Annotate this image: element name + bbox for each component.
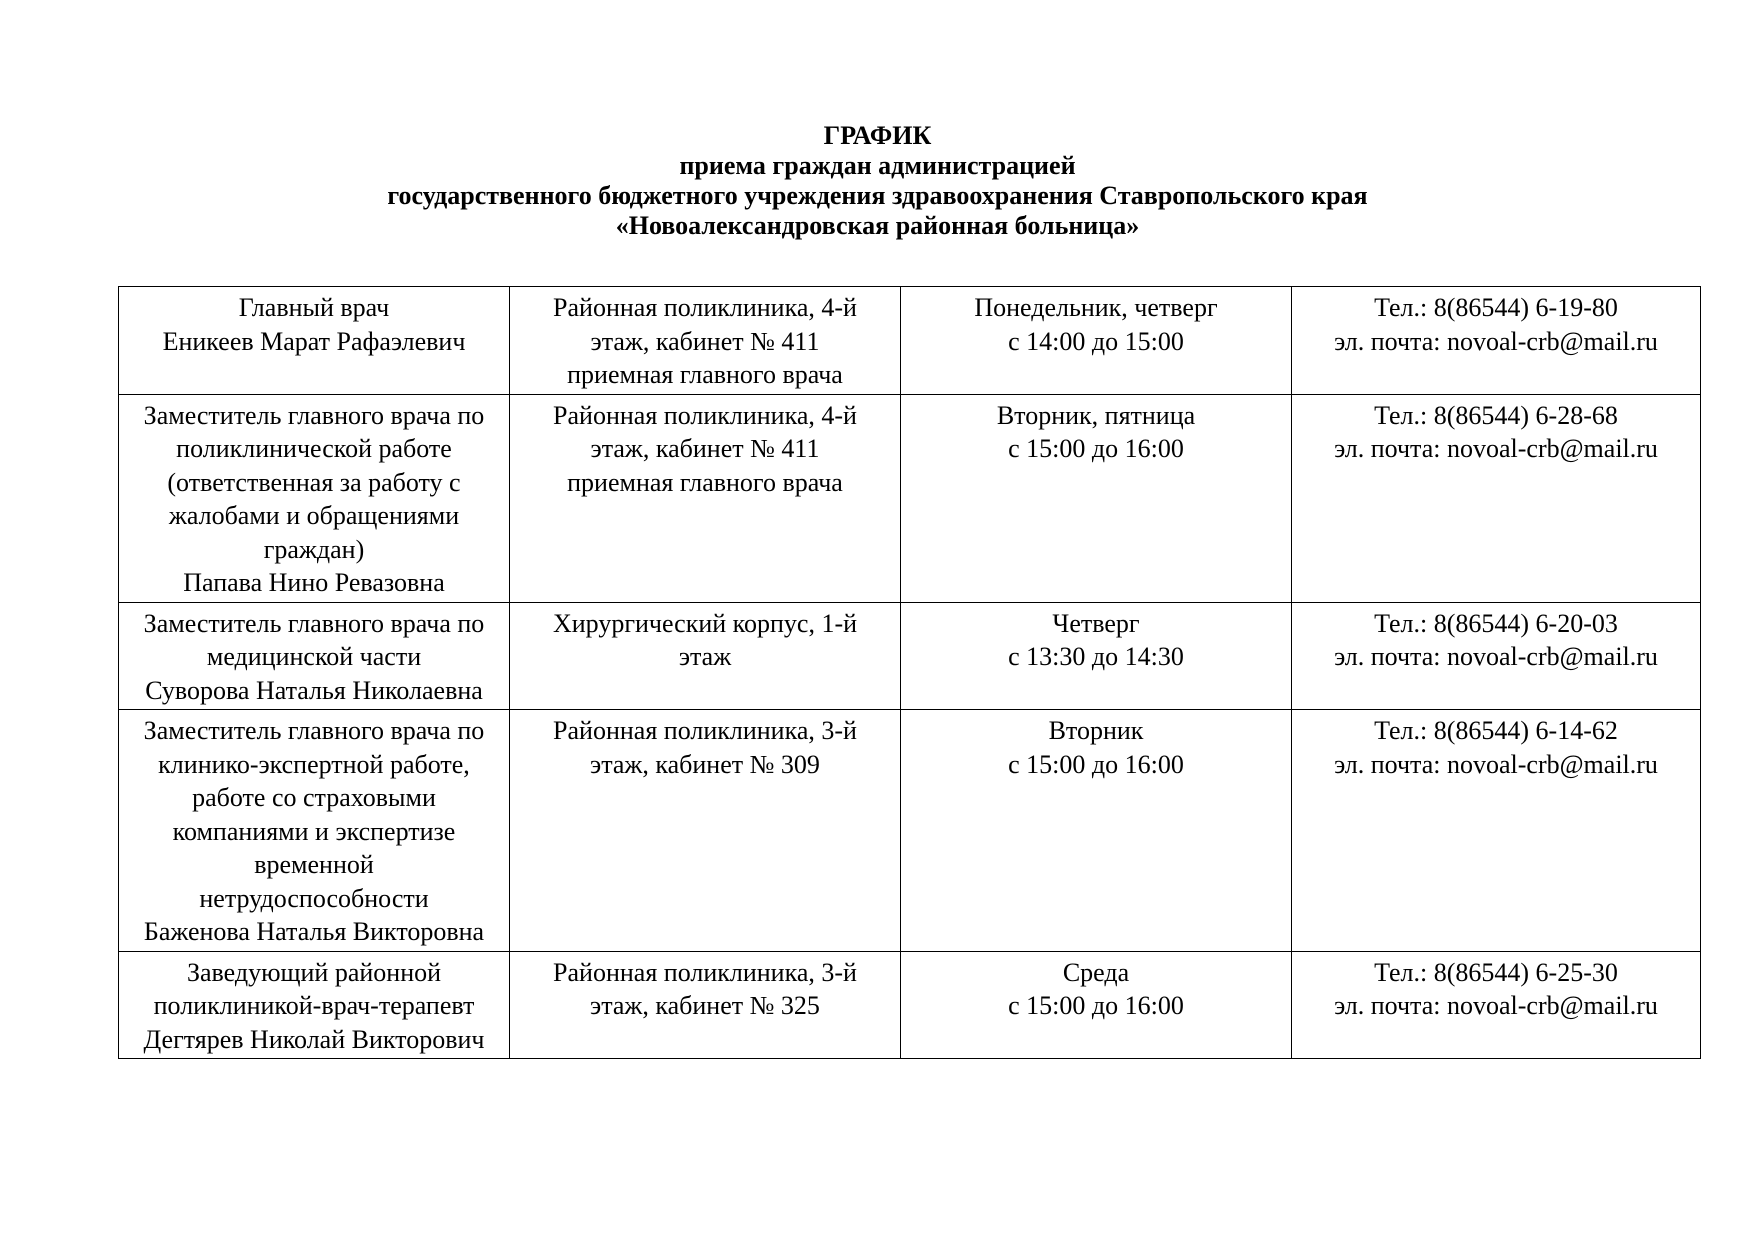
table-row	[119, 602, 1701, 710]
position-line: (ответственная за работу с	[167, 467, 461, 497]
schedule-line: Четверг	[1052, 608, 1140, 638]
location-line: Хирургический корпус, 1-й	[552, 608, 858, 638]
position-cell	[119, 710, 510, 952]
position-cell	[119, 394, 510, 602]
table-row	[119, 394, 1701, 602]
schedule-line: Среда	[1062, 957, 1130, 987]
position-cell	[119, 951, 510, 1059]
position-line: Заведующий районной	[186, 957, 442, 987]
location-line: приемная главного врача	[567, 467, 843, 497]
position-line: работе со страховыми	[192, 783, 436, 812]
schedule-line: с 15:00 до 16:00	[1008, 434, 1184, 463]
schedule-line: Вторник, пятница	[996, 400, 1196, 430]
position-line: Главный врач	[238, 293, 390, 322]
position-line: Заместитель главного врача по	[143, 716, 485, 745]
contacts-line: Тел.: 8(86544) 6-25-30	[1374, 957, 1618, 987]
contacts-cell	[1292, 394, 1701, 602]
position-cell	[119, 602, 510, 710]
location-cell	[510, 287, 901, 395]
schedule-line: с 13:30 до 14:30	[1008, 642, 1184, 671]
table-row	[119, 951, 1701, 1059]
location-line: этаж, кабинет № 325	[590, 991, 820, 1020]
schedule-line: с 15:00 до 16:00	[1008, 749, 1184, 779]
location-cell	[510, 710, 901, 952]
contacts-line: Тел.: 8(86544) 6-20-03	[1374, 608, 1618, 638]
position-line: компаниями и экспертизе	[172, 816, 456, 846]
contacts-line: эл. почта: novoal-crb@mail.ru	[1334, 991, 1658, 1020]
location-line: этаж	[678, 642, 732, 671]
position-line: Еникеев Марат Рафаэлевич	[162, 326, 466, 356]
location-cell	[510, 394, 901, 602]
schedule-cell	[901, 287, 1292, 395]
contacts-line: эл. почта: novoal-crb@mail.ru	[1334, 434, 1658, 463]
contacts-line: эл. почта: novoal-crb@mail.ru	[1334, 749, 1658, 779]
schedule-cell	[901, 602, 1292, 710]
reception-schedule-table	[118, 286, 1701, 1059]
schedule-table-body	[119, 287, 1701, 1059]
schedule-cell	[901, 710, 1292, 952]
location-line: этаж, кабинет № 411	[590, 326, 820, 356]
location-cell	[510, 951, 901, 1059]
position-line: Суворова Наталья Николаевна	[145, 675, 483, 705]
position-line: Заместитель главного врача по	[143, 400, 485, 430]
schedule-cell	[901, 394, 1292, 602]
position-line: Заместитель главного врача по	[143, 608, 485, 638]
schedule-line: Вторник	[1048, 716, 1144, 745]
location-line: Районная поликлиника, 4-й	[553, 400, 857, 430]
position-cell	[119, 287, 510, 395]
schedule-line: Понедельник, четверг	[974, 293, 1218, 322]
schedule-cell	[901, 951, 1292, 1059]
position-line: Баженова Наталья Викторовна	[143, 917, 485, 946]
table-row	[119, 710, 1701, 952]
location-line: Районная поликлиника, 4-й	[553, 293, 857, 322]
contacts-line: эл. почта: novoal-crb@mail.ru	[1334, 642, 1658, 671]
location-cell	[510, 602, 901, 710]
position-line: жалобами и обращениями	[168, 501, 460, 530]
heading-subtitle: приема граждан администрацией	[679, 151, 1076, 180]
location-line: Районная поликлиника, 3-й	[553, 957, 857, 987]
contacts-cell	[1292, 287, 1701, 395]
heading-title: ГРАФИК	[823, 121, 932, 150]
document-heading	[0, 121, 1755, 241]
contacts-cell	[1292, 710, 1701, 952]
position-line: поликлинической работе	[176, 434, 452, 463]
position-line: Папава Нино Ревазовна	[183, 568, 445, 597]
contacts-line: эл. почта: novoal-crb@mail.ru	[1334, 326, 1658, 356]
location-line: этаж, кабинет № 411	[590, 434, 820, 463]
contacts-line: Тел.: 8(86544) 6-28-68	[1374, 400, 1618, 430]
location-line: этаж, кабинет № 309	[590, 749, 820, 779]
heading-hospital-name: «Новоалександровская районная больница»	[615, 211, 1140, 240]
location-line: Районная поликлиника, 3-й	[553, 716, 857, 745]
position-line: временной	[254, 850, 374, 879]
schedule-line: с 15:00 до 16:00	[1008, 991, 1184, 1020]
position-line: медицинской части	[206, 642, 422, 671]
position-line: клинико-экспертной работе,	[158, 749, 470, 779]
schedule-line: с 14:00 до 15:00	[1008, 326, 1184, 356]
position-line: Дегтярев Николай Викторович	[143, 1024, 485, 1054]
position-line: граждан)	[263, 534, 365, 564]
location-line: приемная главного врача	[567, 360, 843, 389]
contacts-cell	[1292, 951, 1701, 1059]
contacts-line: Тел.: 8(86544) 6-14-62	[1374, 716, 1618, 745]
position-line: нетрудоспособности	[199, 883, 429, 913]
heading-institution: государственного бюджетного учреждения здравоохранения Ставропольского края	[387, 181, 1368, 210]
contacts-line: Тел.: 8(86544) 6-19-80	[1374, 293, 1618, 322]
position-line: поликлиникой-врач-терапевт	[153, 991, 475, 1020]
table-row	[119, 287, 1701, 395]
contacts-cell	[1292, 602, 1701, 710]
